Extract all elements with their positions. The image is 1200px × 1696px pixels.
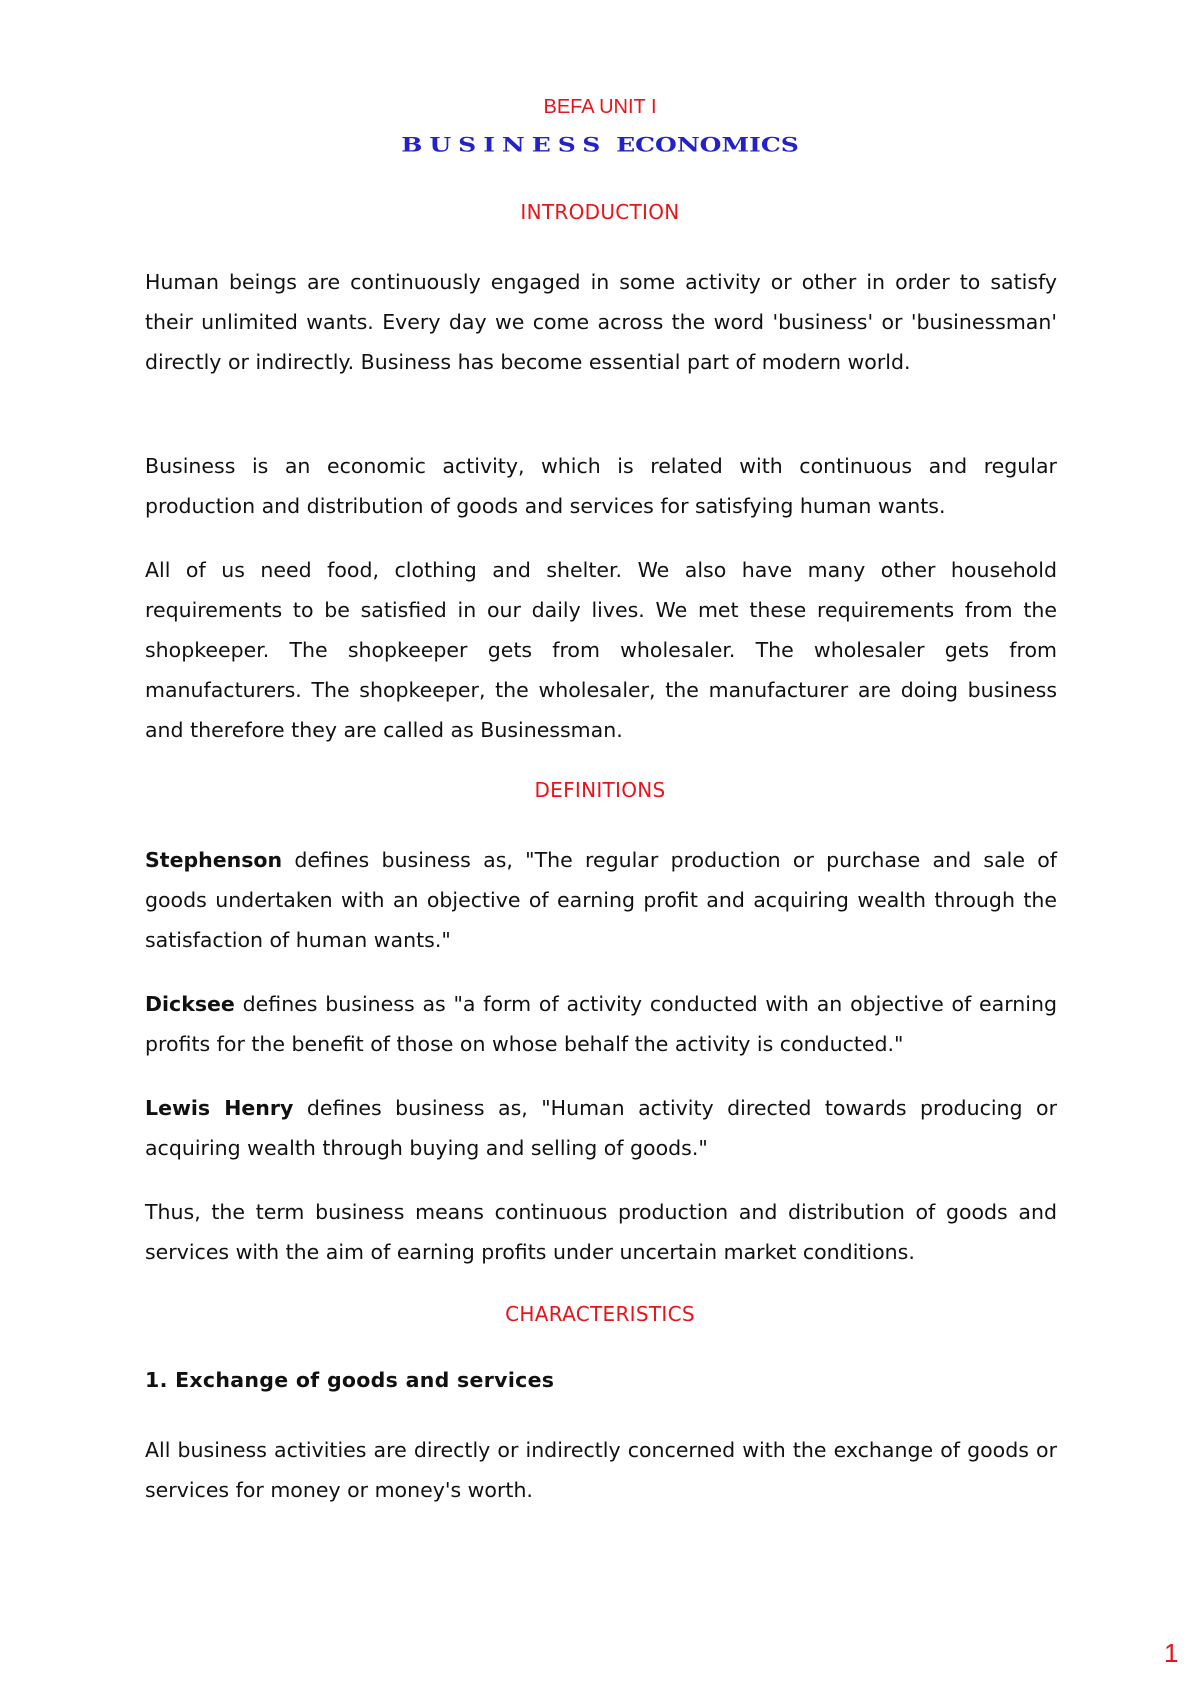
definition-text-lewis-henry: defines business as, "Human activity directed towards producing or acquiring wealth through buying and selling of goods." [145,1096,1057,1160]
definition-text-dicksee: defines business as "a form of activity conducted with an objective of earning profits for the benefit of those on whose behalf the activity is conducted." [145,992,1057,1056]
characteristic-1-text: All business activities are directly or indirectly concerned with the exchange of goods or services for money or money's worth. [145,1438,1057,1502]
section-heading-characteristics: CHARACTERISTICS [505,1302,695,1326]
main-title-part-1: BUSINESS [401,132,608,157]
main-title [0,133,1200,156]
definition-dicksee [145,984,1057,1064]
definition-summary: Thus, the term business means continuous production and distribution of goods and services with the aim of earning profits under uncertain market conditions. [145,1200,1057,1264]
definition-text-stephenson: defines business as, "The regular production or purchase and sale of goods undertaken with an objective of earning profit and acquiring wealth through the satisfaction of human wants." [145,848,1057,952]
definition-author-stephenson: Stephenson [145,848,283,872]
characteristic-1-title: 1. Exchange of goods and services [145,1368,555,1392]
page-number: 1 [1164,1638,1179,1668]
intro-paragraph-3: All of us need food, clothing and shelter. We also have many other household requirements to be satisfied in our daily lives. We met these requirements from the shopkeeper. The shopkeeper gets from wholesaler. The wholesaler gets from manufacturers. The shopkeeper, the wholesaler, the manufacturer are doing business and therefore they are called as Businessman. [145,558,1057,742]
definition-author-lewis-henry: Lewis Henry [145,1096,294,1120]
intro-paragraph-1: Human beings are continuously engaged in some activity or other in order to satisfy their unlimited wants. Every day we come across the word 'business' or 'businessman' directly or indirectly. Business has become essential part of modern world. [145,270,1057,374]
intro-paragraph-2: Business is an economic activity, which is related with continuous and regular production and distribution of goods and services for satisfying human wants. [145,454,1057,518]
unit-title: BEFA UNIT I [543,96,657,118]
definition-author-dicksee: Dicksee [145,992,235,1016]
definition-lewis-henry [145,1088,1057,1168]
main-title-part-2: ECONOMICS [616,132,799,157]
definition-stephenson [145,840,1057,960]
section-heading-introduction: INTRODUCTION [520,200,680,224]
section-heading-definitions: DEFINITIONS [534,778,666,802]
